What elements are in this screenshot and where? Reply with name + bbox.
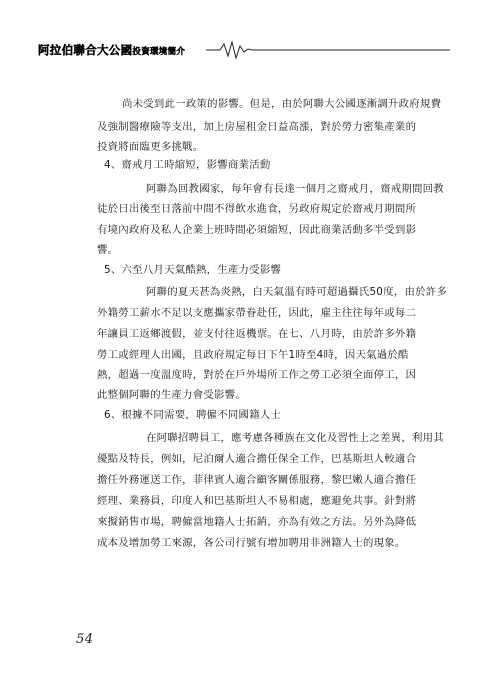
page-number: 54: [76, 632, 94, 647]
body-line: 擔任外務運送工作，菲律賓人適合顧客關係服務，黎巴嫩人適合擔任: [97, 474, 417, 486]
running-header: [38, 40, 450, 60]
body-line: 在阿聯招聘員工，應考慮各種族在文化及習性上之差異，利用其: [146, 432, 444, 444]
body-line: 年讓員工返鄉渡假，並支付往返機票。在七、八月時，由於許多外籍: [97, 328, 417, 340]
body-line: 成本及增加勞工來源，各公司行號有增加聘用非洲籍人士的現象。: [97, 537, 406, 549]
body-line: 及強制醫療險等支出，加上房屋租金日益高漲，對於勞力密集產業的: [97, 121, 417, 133]
body-line: 尚未受到此一政策的影響。但是，由於阿聯大公國逐漸調升政府規費: [122, 98, 442, 110]
body-line: 此整個阿聯的生產力會受影響。: [97, 389, 246, 401]
body-line: 外籍勞工薪水不足以支應攜家帶眷赴任，因此，雇主往往每年或每二: [97, 307, 417, 319]
body-line: 熱，超過一度溫度時，對於在戶外場所工作之勞工必須全面停工，因: [97, 369, 417, 381]
body-line: 阿聯為回教國家，每年會有長達一個月之齋戒月，齋戒期間回教: [146, 183, 444, 195]
body-line: 勞工或經理人出國，且政府規定每日下午1時至4時，因天氣過於酷: [97, 349, 409, 361]
body-line: 響。: [97, 244, 119, 256]
body-line: 經理、業務員，印度人和巴基斯坦人不易相處，應避免共事。針對將: [97, 495, 417, 507]
header-title-main: 阿拉伯聯合大公國: [38, 43, 133, 57]
section-heading: 4、齋戒月工時縮短，影響商業活動: [104, 159, 271, 171]
body-line: 有境內政府及私人企業上班時間必須縮短，因此商業活動多半受到影: [97, 224, 417, 236]
body-line: 阿聯的夏天甚為炎熱，白天氣溫有時可超過攝氏50度，由於許多: [146, 286, 448, 298]
header-title-sub: 投資環境簡介: [132, 47, 186, 57]
body-line: 來擬銷售市場，聘僱當地籍人士拓銷，亦為有效之方法。另外為降低: [97, 516, 417, 528]
section-heading: 5、六至八月天氣酷熱，生產力受影響: [104, 264, 282, 276]
header-title: [38, 42, 185, 58]
body-line: 投資將面臨更多挑戰。: [97, 141, 204, 153]
heartbeat-line-decoration: [206, 40, 450, 60]
body-line: 優點及特長，例如，尼泊爾人適合擔任保全工作，巴基斯坦人較適合: [97, 453, 417, 465]
body-line: 徒於日出後至日落前中間不得飲水進食，另政府規定於齋戒月期間所: [97, 203, 417, 215]
section-heading: 6、根據不同需要，聘僱不同國籍人士: [104, 409, 282, 421]
